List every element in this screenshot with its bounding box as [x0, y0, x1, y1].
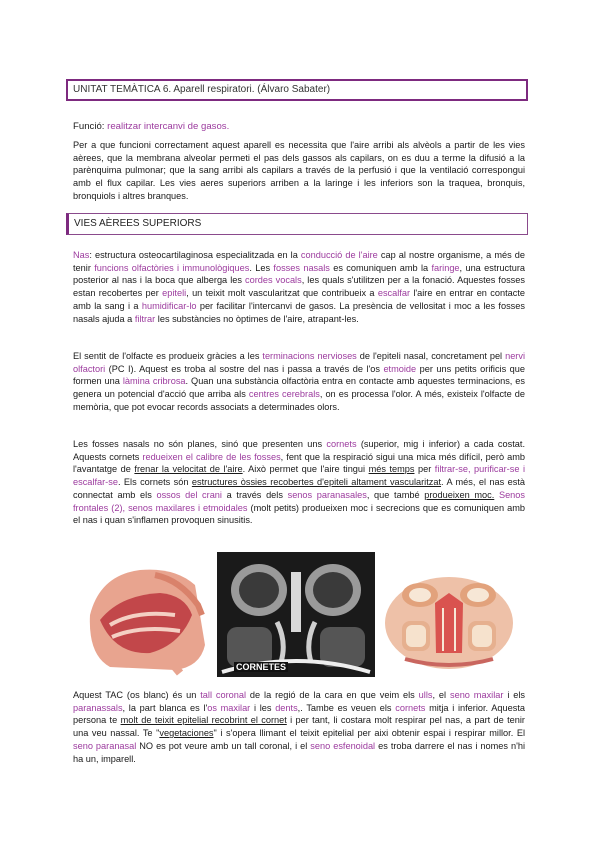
section-title-box	[66, 213, 528, 235]
function-line	[73, 121, 525, 134]
turbinates-paragraph: Les fosses nasals no són planes, sinó que presenten uns cornets (superior, mig i inferior) a cada costat. Aquests cornets redueixen el calibre de les fosses, fent que la respiració sigui una mica més difícil, però amb l'avantatge de frenar la velocitat de l'aire. Això permet que l'aire tingui més temps per filtrar-se, purificar-se i escalfar-se. Els cornets són estructures òssies recobertes d'epiteli altament vascularitzat. A més, el nas està connectat amb els ossos del crani a través dels senos paranasales, que també produeixen moc. Senos frontales (2), senos maxilares i etmoidales (molt petits) produeixen moc i secrecions que es comuniquen amb el nas i quan s'inflamen provoquen sinusitis.	[73, 439, 526, 526]
intro-paragraph: Per a que funcioni correctament aquest aparell es necessita que l'aire arribi als alvèols a partir de les vies aèrees, que la membrana alveolar permeti el pas dels gassos als capilars, on es duu a terme la difusió a la parènquima pulmonar; que la sang arribi als capilars a través de la perfusió i que la ventilació correspongui amb el flux capilar. Les vies aeres superiors arriben a la laringe i les inferiors son la traquea, bronquis, bronquiols i altres branques.	[73, 140, 525, 201]
unit-title: UNITAT TEMÀTICA 6. Aparell respiratori. (Álvaro Sabater)	[73, 84, 331, 95]
ct-paragraph: Aquest TAC (os blanc) és un tall coronal de la regió de la cara en que veim els ulls, el seno maxilar i els paranassals, la part blanca es l'os maxilar i les dents,. Tambe es veuen els cornets mitja i inferior. Aquesta persona te molt de teixit epitelial recobrint el cornet i per tant, li costara molt respirar pel nas, a part de tenir una veu nassal. Te "vegetaciones" i s'opera llimant el teixit epitelial per aixi obtenir espai i respirar millor. El seno paranasal NO es pot veure amb un tall coronal, i el seno esfenoidal es troba darrere el nas i nomes n'hi ha un, imparell.	[73, 690, 526, 764]
ct-coronal-scan	[217, 552, 375, 677]
nose-paragraph: Nas: estructura osteocartilaginosa especialitzada en la conducció de l'aire cap al nostre organisme, a més de tenir funcions olfactòries i immunològiques. Les fosses nasals es comuniquen amb la faringe, una estructura posterior al nas i la boca que alberga les cordes vocals, les quals s'utilitzen per a la fonació. Aquestes fosses estan recobertes per epiteli, un teixit molt vascularitzat que contribueix a escalfar l'aire en entrar en contacte amb la sang i a humidificar-lo per facilitar l'intercanvi de gasos. La presència de vellositat i moc a les fosses nasals ajuda a filtrar les substàncies no òptimes de l'aire, atrapant-les.	[73, 250, 525, 324]
function-text: realitzar intercanvi de gasos.	[107, 121, 230, 132]
paranasal-sinuses-illustration	[380, 573, 518, 673]
section-title: VIES AÈREES SUPERIORS	[74, 218, 202, 229]
cornetes-label: CORNETES	[236, 662, 287, 672]
function-label: Funció:	[73, 121, 108, 132]
olfaction-paragraph: El sentit de l'olfacte es produeix gràcies a les terminacions nervioses de l'epiteli nasal, concretament pel nervi olfactori (PC I). Aquest es troba al sostre del nas i passa a través de l'os etmoide per uns petits orificis que formen una làmina cribrosa. Quan una substància olfactòria entra en contacte amb aquestes terminacions, es genera un potencial d'acció que arriba als centres cerebrals, on es processa l'olor. A més, existeix l'olfacte de memòria, que pot evocar records associats a determinades olors.	[73, 351, 526, 412]
nasal-cavity-diagram	[80, 555, 210, 677]
unit-title-box	[66, 79, 528, 101]
